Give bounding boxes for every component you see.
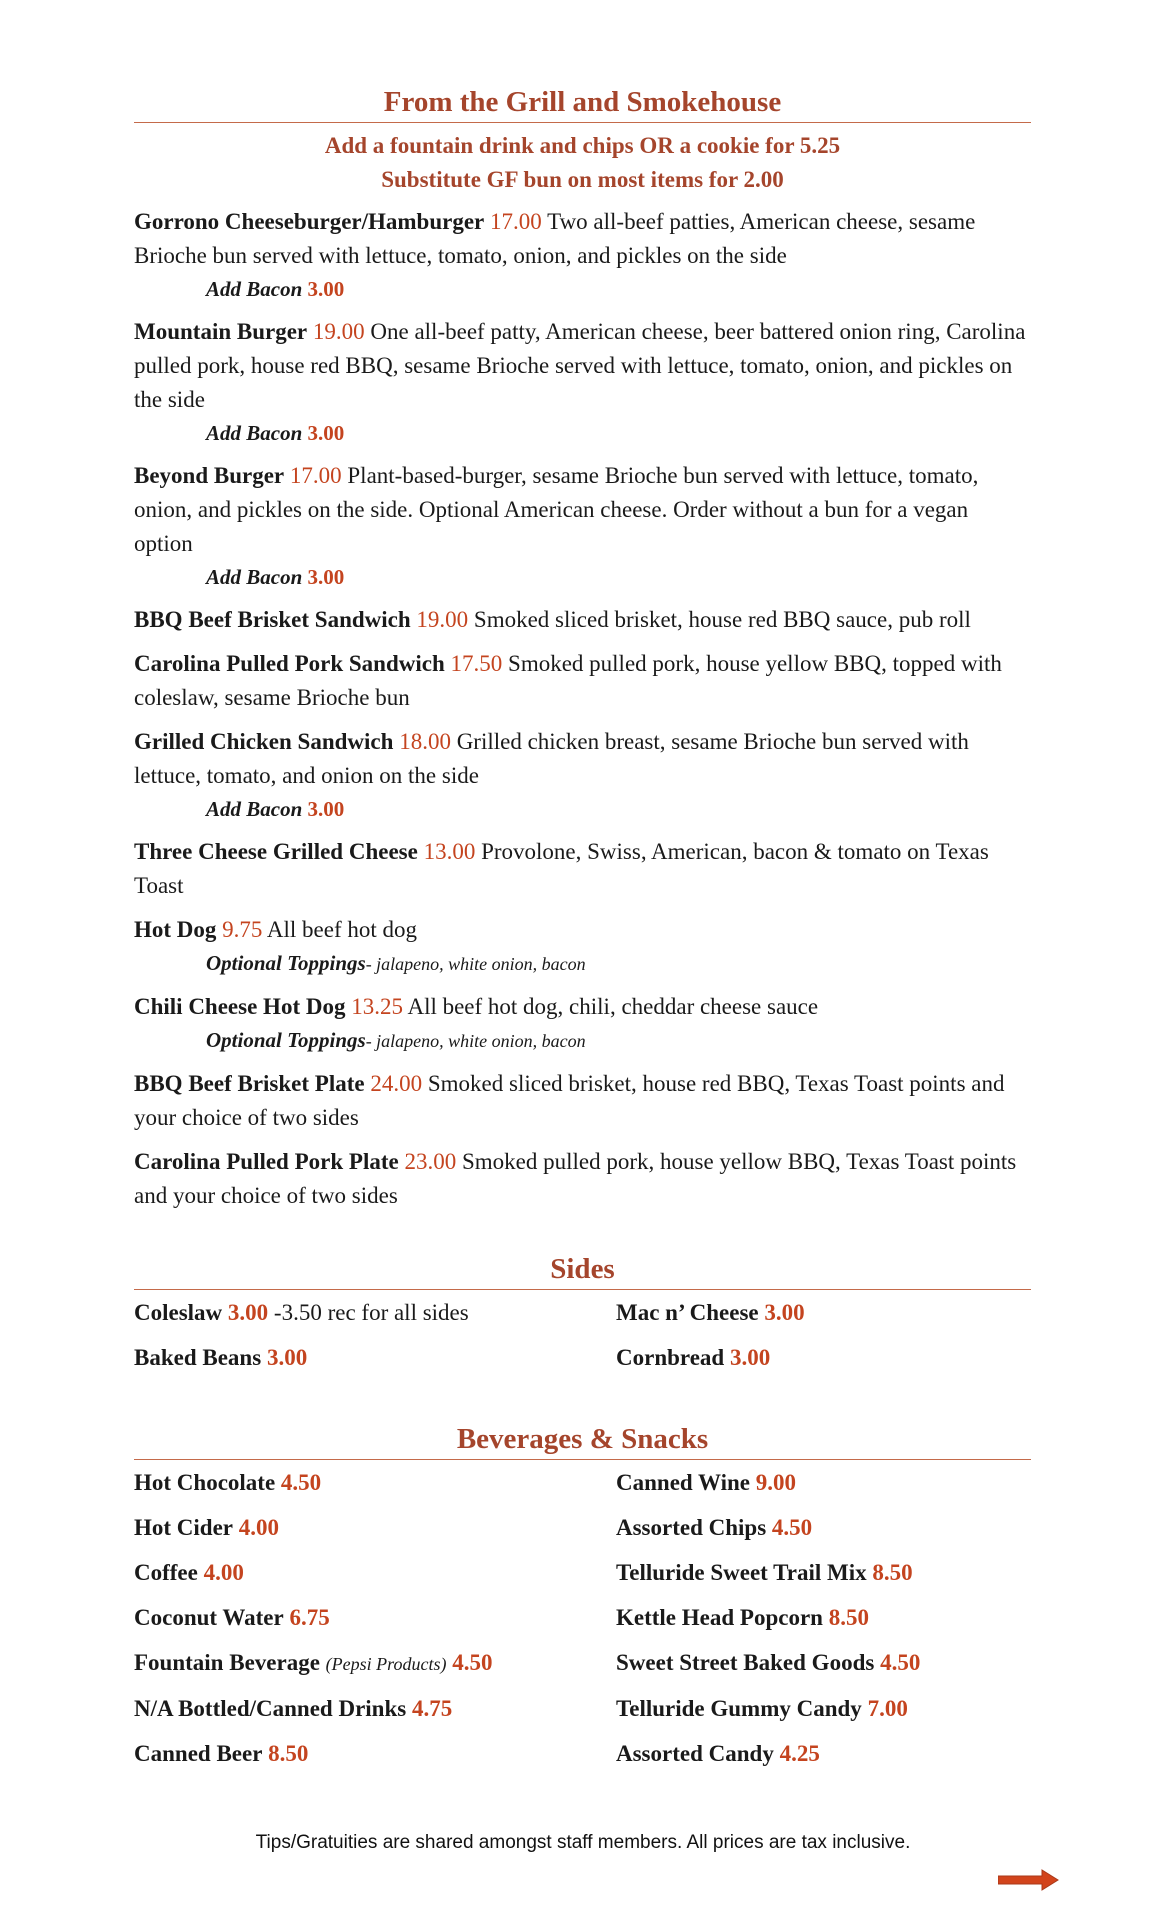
snack-name: Canned Wine [616,1470,751,1495]
item-description: Provolone, Swiss, American, bacon & tomato on Texas Toast [134,839,989,898]
snack-item [616,1646,1031,1681]
item-name: Carolina Pulled Pork Plate [134,1149,399,1174]
beverage-price: 8.50 [268,1741,309,1766]
snack-price: 8.50 [828,1605,869,1630]
item-name: BBQ Beef Brisket Sandwich [134,607,411,632]
item-description: Plant-based-burger, sesame Brioche bun served with lettuce, tomato, onion, and pickles on the side. Optional American cheese. Order without a bun for a vegan option [134,463,979,556]
snack-price: 4.50 [880,1650,921,1675]
menu-page [134,84,1031,1771]
item-name: Carolina Pulled Pork Sandwich [134,651,445,676]
item-addon [134,273,1031,305]
item-addon [134,417,1031,449]
item-price: 23.00 [404,1149,457,1174]
item-description: All beef hot dog [266,917,418,942]
item-price: 17.50 [450,651,503,676]
item-description: Grilled chicken breast, sesame Brioche bun served with lettuce, tomato, and onion on the side [134,729,969,788]
snack-price: 7.00 [867,1696,908,1721]
side-price: 3.00 [266,1345,308,1370]
item-description: Smoked sliced brisket, house red BBQ sauce, pub roll [473,607,971,632]
toppings-label: Optional Toppings [206,1028,366,1052]
footer-note: Tips/Gratuities are shared amongst staff members. All prices are tax inclusive. [255,1832,911,1853]
menu-item [134,315,1031,449]
beverages-grid [134,1466,1031,1771]
beverages-section-title: Beverages & Snacks [456,1423,709,1455]
item-description: Two all-beef patties, American cheese, sesame Brioche bun served with lettuce, tomato, onion, and pickles on the side [134,209,976,268]
beverage-item [134,1511,616,1545]
item-price: 18.00 [399,729,451,754]
menu-item [134,205,1031,305]
grill-items [134,205,1031,1213]
snack-name: Kettle Head Popcorn [616,1605,823,1630]
snack-item [616,1737,1031,1771]
menu-item [134,990,1031,1057]
side-item [134,1296,616,1330]
sides-section [134,1251,1031,1375]
snack-name: Telluride Gummy Candy [616,1696,862,1721]
item-addon [134,793,1031,825]
menu-item [134,603,1031,637]
side-price: 3.00 [227,1300,269,1325]
toppings-list: - jalapeno, white onion, bacon [365,954,586,974]
addon-price: 3.00 [307,277,345,301]
promo-combo: Add a fountain drink and chips OR a cookie for 5.25 [324,133,841,158]
addon-price: 3.00 [307,797,345,821]
snack-item [616,1511,1031,1545]
snack-price: 9.00 [755,1470,797,1495]
side-name: Baked Beans [134,1345,262,1370]
beverage-name: Canned Beer [134,1741,263,1766]
side-note: -3.50 rec for all sides [273,1300,469,1325]
beverage-price: 4.00 [203,1560,244,1585]
beverage-item [134,1466,616,1500]
toppings-list: - jalapeno, white onion, bacon [365,1031,586,1051]
beverage-item [134,1646,616,1681]
side-item [616,1296,1031,1330]
menu-item [134,647,1031,715]
item-name: Three Cheese Grilled Cheese [134,839,418,864]
addon-label: Add Bacon [206,797,303,821]
grill-divider [134,122,1031,123]
item-toppings [134,1024,1031,1057]
menu-item [134,725,1031,825]
item-toppings [134,947,1031,980]
side-price: 3.00 [764,1300,805,1325]
beverage-price: 4.75 [411,1696,453,1721]
beverage-price: 6.75 [289,1605,330,1630]
side-name: Mac n’ Cheese [616,1300,759,1325]
snack-name: Assorted Chips [616,1515,767,1540]
item-description: All beef hot dog, chili, cheddar cheese sauce [407,994,819,1019]
snack-item [616,1466,1031,1500]
beverage-item [134,1692,616,1726]
item-price: 24.00 [370,1071,423,1096]
snack-name: Assorted Candy [616,1741,774,1766]
beverage-name: N/A Bottled/Canned Drinks [134,1696,407,1721]
beverage-name: Coconut Water [134,1605,284,1630]
addon-label: Add Bacon [206,421,303,445]
beverage-item [134,1556,616,1590]
side-name: Cornbread [616,1345,725,1370]
snack-name: Sweet Street Baked Goods [616,1650,875,1675]
menu-item [134,1145,1031,1213]
menu-item [134,459,1031,593]
side-name: Coleslaw [134,1300,223,1325]
side-price: 3.00 [729,1345,771,1370]
item-name: Beyond Burger [134,463,285,488]
item-name: BBQ Beef Brisket Plate [134,1071,365,1096]
item-price: 19.00 [312,319,365,344]
item-name: Mountain Burger [134,319,308,344]
snack-name: Telluride Sweet Trail Mix [616,1560,867,1585]
item-price: 17.00 [490,209,542,234]
beverage-name: Fountain Beverage [134,1650,320,1675]
side-item [134,1341,616,1375]
item-description: Smoked pulled pork, house yellow BBQ, topped with coleslaw, sesame Brioche bun [134,651,1002,710]
snack-price: 8.50 [872,1560,913,1585]
addon-price: 3.00 [307,565,345,589]
item-description: One all-beef patty, American cheese, beer battered onion ring, Carolina pulled pork, house red BBQ, sesame Brioche served with lettuce, tomato, onion, and pickles on the side [134,319,1026,412]
beverages-section [134,1421,1031,1771]
addon-price: 3.00 [307,421,345,445]
item-name: Gorrono Cheeseburger/Hamburger [134,209,485,234]
beverage-item [134,1601,616,1635]
menu-item [134,913,1031,980]
snack-price: 4.50 [771,1515,813,1540]
snack-item [616,1601,1031,1635]
item-description: Smoked sliced brisket, house red BBQ, Texas Toast points and your choice of two sides [134,1071,1005,1130]
item-price: 19.00 [416,607,469,632]
item-price: 13.00 [423,839,476,864]
snack-price: 4.25 [779,1741,820,1766]
addon-label: Add Bacon [206,277,303,301]
item-price: 9.75 [222,917,263,942]
menu-item [134,1067,1031,1135]
beverage-price: 4.50 [452,1650,493,1675]
grill-section-title: From the Grill and Smokehouse [383,86,782,118]
beverage-price: 4.50 [280,1470,322,1495]
item-name: Hot Dog [134,917,217,942]
beverage-name: Hot Cider [134,1515,234,1540]
beverage-name: Coffee [134,1560,198,1585]
menu-item [134,835,1031,903]
beverage-item [134,1737,616,1771]
snack-item [616,1556,1031,1590]
item-addon [134,561,1031,593]
item-price: 17.00 [289,463,342,488]
beverages-divider [134,1459,1031,1460]
side-item [616,1341,1031,1375]
beverage-name: Hot Chocolate [134,1470,276,1495]
snack-item [616,1692,1031,1726]
right-arrow-icon[interactable] [998,1869,1060,1896]
toppings-label: Optional Toppings [206,951,366,975]
sides-grid [134,1296,1031,1375]
item-name: Chili Cheese Hot Dog [134,994,346,1019]
item-description: Smoked pulled pork, house yellow BBQ, Texas Toast points and your choice of two sides [134,1149,1017,1208]
addon-label: Add Bacon [206,565,303,589]
beverage-note: (Pepsi Products) [325,1654,447,1674]
sides-section-title: Sides [550,1253,615,1285]
sides-divider [134,1289,1031,1290]
beverage-price: 4.00 [238,1515,280,1540]
item-price: 13.25 [351,994,403,1019]
promo-gf-bun: Substitute GF bun on most items for 2.00 [381,167,784,192]
item-name: Grilled Chicken Sandwich [134,729,394,754]
